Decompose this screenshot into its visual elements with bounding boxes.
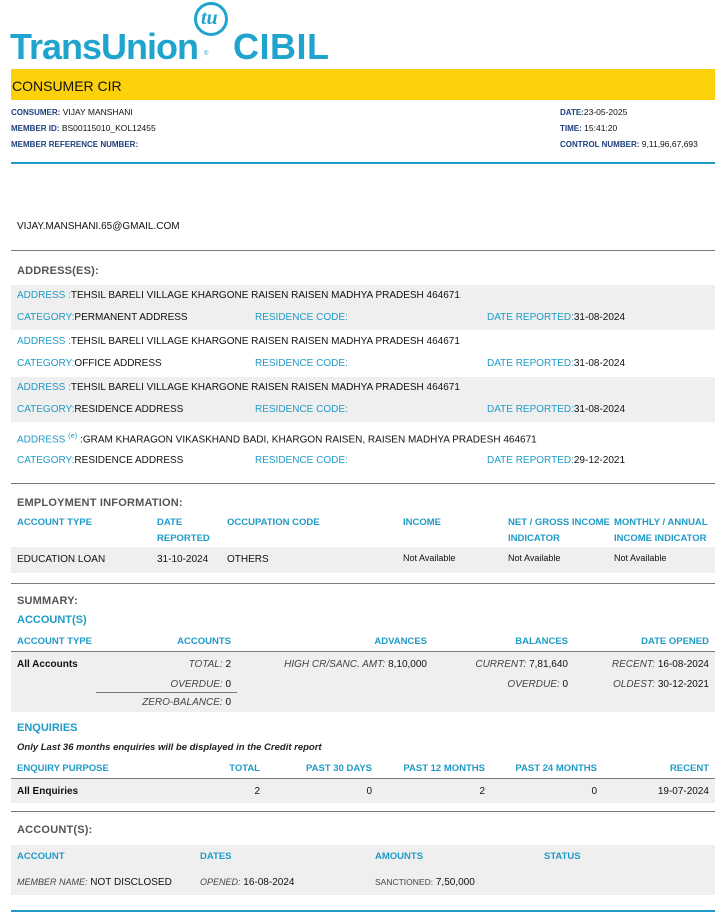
divider — [11, 250, 715, 251]
employment-heading: EMPLOYMENT INFORMATION: — [17, 497, 183, 509]
member-name: NOT DISCLOSED — [90, 877, 172, 888]
employment-header-row: ACCOUNT TYPE DATE REPORTED OCCUPATION CODE INCOME NET / GROSS INCOME INDICATOR MONTHLY / ANNUAL INCOME INDICATOR — [17, 517, 708, 544]
address-block: ADDRESS :TEHSIL BARELI VILLAGE KHARGONE RAISEN RAISEN MADHYA PRADESH 464671 CATEGORY:OFFICE ADDRESS RESIDENCE CODE: DATE REPORTED:31-08-2024 — [17, 336, 626, 369]
address-category: RESIDENCE ADDRESS — [74, 404, 184, 415]
address-category: OFFICE ADDRESS — [74, 358, 162, 369]
total-accounts: 2 — [225, 659, 231, 670]
address-text: TEHSIL BARELI VILLAGE KHARGONE RAISEN RAISEN MADHYA PRADESH 464671 — [70, 290, 460, 301]
address-text: TEHSIL BARELI VILLAGE KHARGONE RAISEN RAISEN MADHYA PRADESH 464671 — [70, 382, 460, 393]
address-date: 29-12-2021 — [573, 455, 626, 466]
divider — [11, 483, 715, 484]
enquiries-note: Only Last 36 months enquiries will be displayed in the Credit report — [17, 742, 322, 753]
employment-row: EDUCATION LOAN 31-10-2024 OTHERS Not Available Not Available Not Available — [11, 547, 715, 573]
high-credit: 8,10,000 — [388, 659, 427, 670]
enquiries-header: ENQUIRY PURPOSE TOTAL PAST 30 DAYS PAST 12 MONTHS PAST 24 MONTHS RECENT — [17, 763, 709, 774]
consumer-info: CONSUMER: VIJAY MANSHANI MEMBER ID: BS00115010_KOL12455 MEMBER REFERENCE NUMBER: — [11, 107, 156, 149]
divider — [11, 583, 715, 584]
divider — [96, 692, 237, 693]
accounts-detail-block: ACCOUNT DATES AMOUNTS STATUS MEMBER NAME: NOT DISCLOSED OPENED: 16-08-2024 SANCTIONED: 7,50,000 — [11, 845, 715, 895]
address-block: ADDRESS :TEHSIL BARELI VILLAGE KHARGONE RAISEN RAISEN MADHYA PRADESH 464671 CATEGORY:PERMANENT ADDRESS RESIDENCE CODE: DATE REPORTED:31-08-2024 — [11, 285, 715, 330]
consumer-name: VIJAY MANSHANI — [62, 107, 133, 117]
summary-accounts-row: All Accounts TOTAL: 2 OVERDUE: 0 ZERO-BALANCE: 0 HIGH CR/SANC. AMT: 8,10,000 CURRENT: 7,81,640 OVERDUE: 0 RECENT: 16-08-2024 OLDEST: 30-12-2021 — [11, 652, 715, 712]
logo-tu-mark: tu — [194, 2, 228, 36]
enquiries-row: All Enquiries 2 0 2 0 19-07-2024 — [11, 779, 715, 803]
address-text: GRAM KHARAGON VIKASKHAND BADI, KHARGON RAISEN, RAISEN MADHYA PRADESH 464671 — [82, 434, 537, 446]
overdue-accounts: 0 — [225, 679, 231, 690]
address-date: 31-08-2024 — [573, 358, 626, 369]
logo — [10, 2, 340, 66]
divider — [11, 811, 715, 812]
recent-date: 16-08-2024 — [657, 659, 709, 670]
address-block: ADDRESS $^{(e)}$ :GRAM KHARAGON VIKASKHAND BADI, KHARGON RAISEN, RAISEN MADHYA PRADESH 464671 CATEGORY:RESIDENCE ADDRESS RESIDENCE CODE: DATE REPORTED:29-12-2021 — [17, 431, 626, 466]
addresses-heading: ADDRESS(ES): — [17, 265, 99, 277]
summary-accounts-header: ACCOUNT TYPE ACCOUNTS ADVANCES BALANCES DATE OPENED — [17, 636, 709, 647]
address-block: ADDRESS :TEHSIL BARELI VILLAGE KHARGONE RAISEN RAISEN MADHYA PRADESH 464671 CATEGORY:RESIDENCE ADDRESS RESIDENCE CODE: DATE REPORTED:31-08-2024 — [11, 377, 715, 422]
logo-cibil: CIBIL — [233, 26, 330, 67]
footer-divider — [11, 910, 715, 912]
email: VIJAY.MANSHANI.65@GMAIL.COM — [17, 221, 180, 232]
logo-transunion: TransUnion — [10, 26, 199, 67]
zero-balance-accounts: 0 — [225, 697, 231, 708]
address-category: PERMANENT ADDRESS — [74, 312, 188, 323]
page-title: CONSUMER CIR — [12, 78, 122, 94]
opened-date: 16-08-2024 — [243, 877, 295, 888]
current-balance: 7,81,640 — [529, 659, 568, 670]
report-date: 23-05-2025 — [583, 107, 628, 117]
report-time: 15:41:20 — [584, 123, 618, 133]
member-id: BS00115010_KOL12455 — [61, 123, 156, 133]
summary-accounts-heading: ACCOUNT(S) — [17, 614, 87, 626]
title-bar — [11, 69, 715, 100]
logo-registered: ® — [204, 51, 209, 57]
address-category: RESIDENCE ADDRESS — [74, 455, 184, 466]
enquiries-heading: ENQUIRIES — [17, 722, 78, 734]
accounts-detail-heading: ACCOUNT(S): — [17, 824, 93, 836]
overdue-balance: 0 — [562, 679, 568, 690]
sanctioned-amount: 7,50,000 — [435, 877, 475, 888]
report-meta: DATE:23-05-2025 TIME: 15:41:20 CONTROL NUMBER: 9,11,96,67,693 — [560, 107, 698, 149]
address-date: 31-08-2024 — [573, 404, 626, 415]
header-divider — [11, 162, 715, 164]
oldest-date: 30-12-2021 — [657, 679, 709, 690]
summary-heading: SUMMARY: — [17, 595, 78, 607]
address-date: 31-08-2024 — [573, 312, 626, 323]
control-number: 9,11,96,67,693 — [641, 139, 698, 149]
address-text: TEHSIL BARELI VILLAGE KHARGONE RAISEN RAISEN MADHYA PRADESH 464671 — [70, 336, 460, 347]
